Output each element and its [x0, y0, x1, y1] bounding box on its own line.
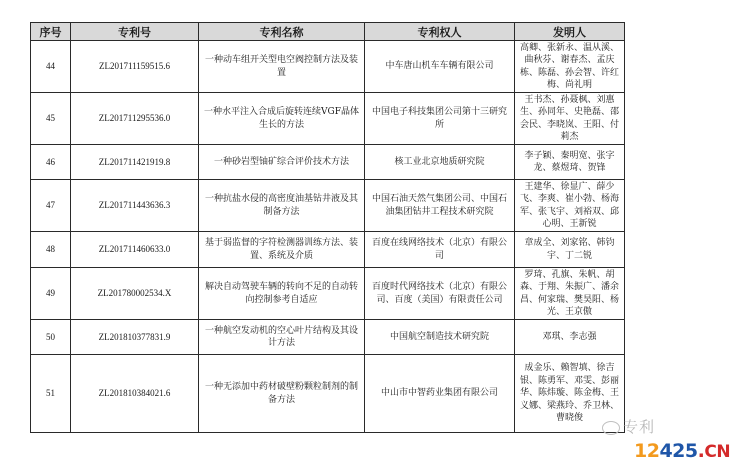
table-row	[31, 355, 625, 433]
row-num: 50	[31, 320, 71, 355]
row-num: 49	[31, 268, 71, 320]
row-holder: 中车唐山机车车辆有限公司	[365, 41, 515, 93]
row-title: 一种抗盐水侵的高密度油基钻井液及其制备方法	[199, 180, 365, 232]
row-patent-id: ZL201711421919.8	[71, 145, 199, 180]
row-holder: 百度在线网络技术（北京）有限公司	[365, 232, 515, 268]
row-inventors: 罗琦、孔旗、朱帆、胡森、于翔、朱振广、潘余昌、何家瑞、樊昊阳、杨光、王京傲	[515, 268, 625, 320]
row-patent-id: ZL201711159515.6	[71, 41, 199, 93]
row-num: 44	[31, 41, 71, 93]
row-patent-id: ZL201711443636.3	[71, 180, 199, 232]
row-title: 一种无添加中药材破壁粉颗粒制剂的制备方法	[199, 355, 365, 433]
table-row	[31, 320, 625, 355]
row-holder: 核工业北京地质研究院	[365, 145, 515, 180]
row-patent-id: ZL201810377831.9	[71, 320, 199, 355]
table-row	[31, 145, 625, 180]
header-row	[31, 23, 625, 41]
row-patent-id: ZL201711460633.0	[71, 232, 199, 268]
row-title: 基于弱监督的字符检测器训练方法、装置、系统及介质	[199, 232, 365, 268]
table-row	[31, 93, 625, 145]
header-num: 序号	[31, 23, 71, 41]
table-row	[31, 268, 625, 320]
row-holder: 中国石油天然气集团公司、中国石油集团钻井工程技术研究院	[365, 180, 515, 232]
row-inventors: 章成全、刘家铭、韩钧宇、丁二锐	[515, 232, 625, 268]
row-num: 45	[31, 93, 71, 145]
site-logo: 12425.CN	[634, 440, 730, 462]
row-inventors: 高卿、张新永、温从溪、曲秋芬、谢春杰、孟庆栋、陈磊、孙会智、许红梅、尚礼明	[515, 41, 625, 93]
row-title: 解决自动驾驶车辆的转向不足的自动转向控制参考自适应	[199, 268, 365, 320]
table-row	[31, 180, 625, 232]
row-inventors: 成金乐、赖智填、徐吉银、陈勇军、邓雯、彭丽华、陈炜璇、陈金梅、王义娜、梁燕玲、乔卫林、曹晓俊	[515, 355, 625, 433]
row-title: 一种水平注入合成后旋转连续VGF晶体生长的方法	[199, 93, 365, 145]
row-num: 46	[31, 145, 71, 180]
watermark	[602, 416, 655, 437]
header-holder: 专利权人	[365, 23, 515, 41]
row-holder: 百度时代网络技术（北京）有限公司、百度（美国）有限责任公司	[365, 268, 515, 320]
table-row	[31, 232, 625, 268]
patent-table	[30, 22, 625, 433]
row-patent-id: ZL201780002534.X	[71, 268, 199, 320]
row-inventors: 李子颖、秦明宽、张字龙、蔡煜琦、贺锋	[515, 145, 625, 180]
row-patent-id: ZL201711295536.0	[71, 93, 199, 145]
row-num: 51	[31, 355, 71, 433]
row-num: 47	[31, 180, 71, 232]
header-patent-id: 专利号	[71, 23, 199, 41]
table-row	[31, 41, 625, 93]
row-inventors: 王书杰、孙聂枫、刘惠生、孙同年、史艳磊、邵会民、李晓岚、王阳、付莉杰	[515, 93, 625, 145]
row-patent-id: ZL201810384021.6	[71, 355, 199, 433]
row-inventors: 王建华、徐显广、薛少飞、李爽、崔小勃、杨海军、张飞宇、刘裕双、邱心明、王新锐	[515, 180, 625, 232]
header-title: 专利名称	[199, 23, 365, 41]
row-title: 一种砂岩型铀矿综合评价技术方法	[199, 145, 365, 180]
row-holder: 中国电子科技集团公司第十三研究所	[365, 93, 515, 145]
watermark-text: 专利	[623, 418, 656, 436]
row-num: 48	[31, 232, 71, 268]
row-holder: 中国航空制造技术研究院	[365, 320, 515, 355]
row-inventors: 邓琪、李志强	[515, 320, 625, 355]
row-title: 一种航空发动机的空心叶片结构及其设计方法	[199, 320, 365, 355]
header-inventors: 发明人	[515, 23, 625, 41]
row-holder: 中山市中智药业集团有限公司	[365, 355, 515, 433]
wechat-icon	[602, 421, 620, 435]
row-title: 一种动车组开关型电空阀控制方法及装置	[199, 41, 365, 93]
